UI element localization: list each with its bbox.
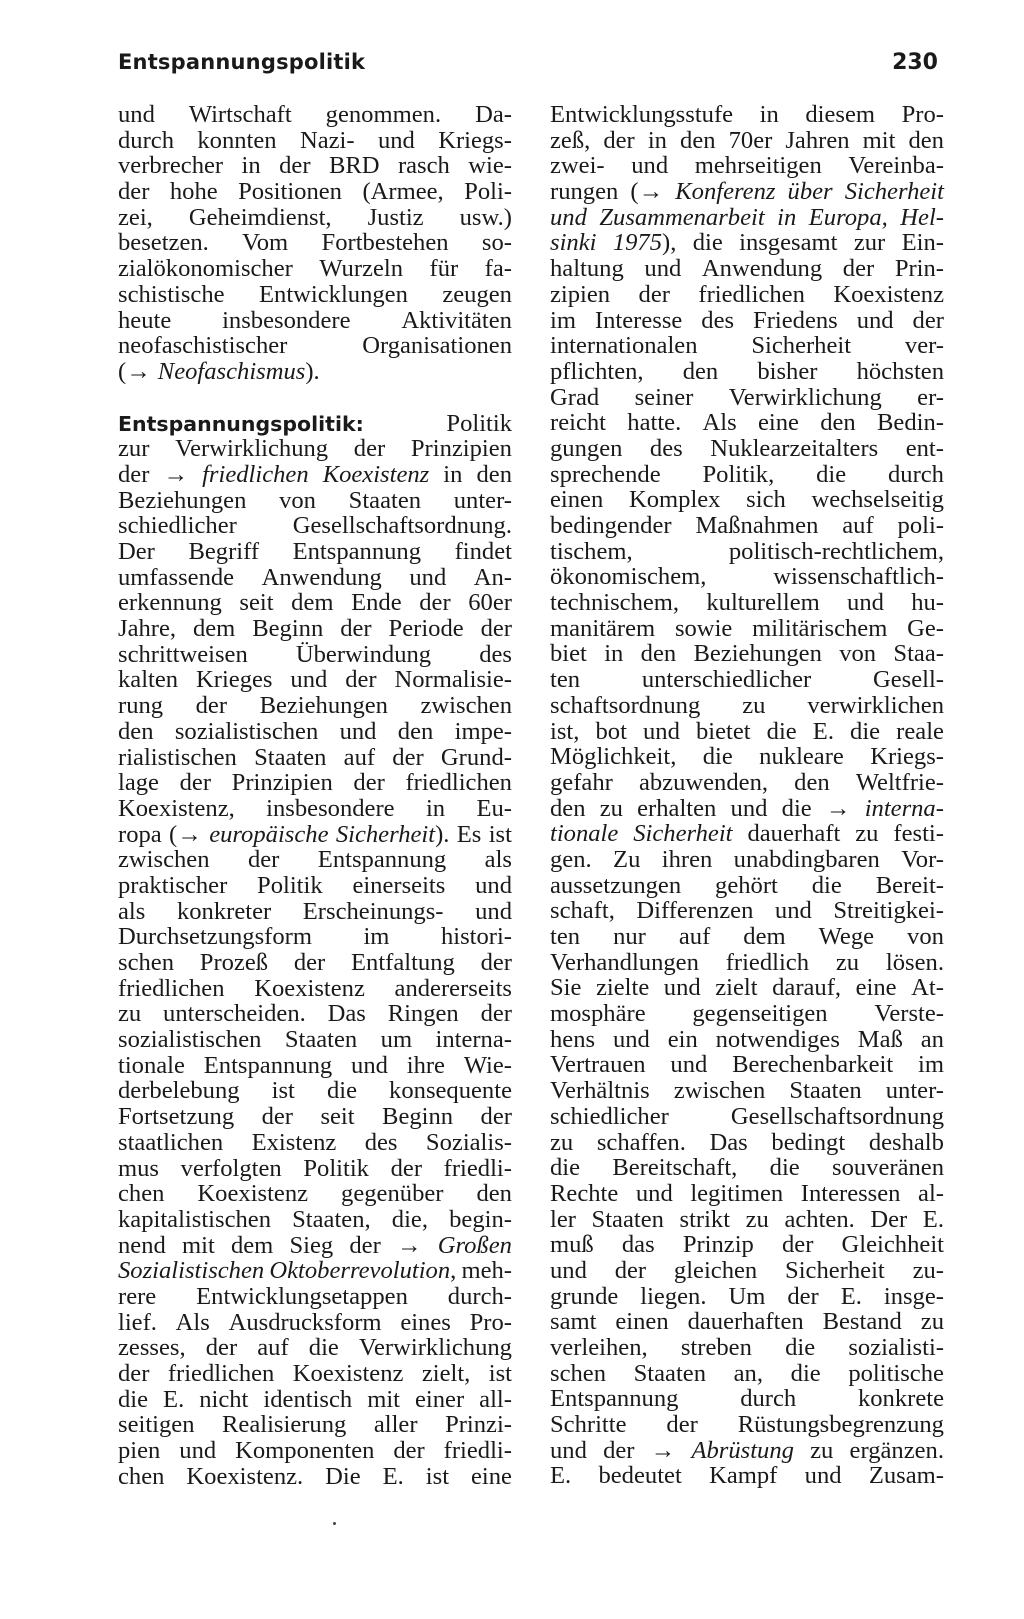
text-line: Verhandlungen friedlich zu lösen. bbox=[550, 948, 944, 976]
text-line: zu schaffen. Das bedingt deshalb bbox=[550, 1128, 944, 1156]
text-line: nend mit dem Sieg der → Großen bbox=[118, 1231, 512, 1259]
text-line: schiedlicher Gesellschaftsordnung. bbox=[118, 512, 512, 540]
print-speck bbox=[333, 1522, 336, 1525]
text-line: zwischen der Entspannung als bbox=[118, 846, 512, 874]
text-line: Schritte der Rüstungsbegrenzung bbox=[550, 1411, 944, 1439]
text-line: Grad seiner Verwirklichung er- bbox=[550, 383, 944, 411]
text-line: staatlichen Existenz des Sozialis- bbox=[118, 1128, 512, 1156]
text-line: zu unterscheiden. Das Ringen der bbox=[118, 1000, 512, 1028]
text-line: samt einen dauerhaften Bestand zu bbox=[550, 1308, 944, 1336]
page-number: 230 bbox=[892, 50, 938, 75]
text-line: reicht hatte. Als eine den Bedin- bbox=[550, 409, 944, 437]
text-line: und der → Abrüstung zu ergänzen. bbox=[550, 1436, 944, 1464]
text-line: heute insbesondere Aktivitäten bbox=[118, 306, 512, 334]
text-line: zwei- und mehrseitigen Vereinba- bbox=[550, 152, 944, 180]
text-line: Durchsetzungsform im histori- bbox=[118, 923, 512, 951]
text-line: der → friedlichen Koexistenz in den bbox=[118, 460, 512, 488]
text-line: chen Koexistenz gegenüber den bbox=[118, 1180, 512, 1208]
text-line: der hohe Positionen (Armee, Poli- bbox=[118, 178, 512, 206]
text-line: rungen (→ Konferenz über Sicherheit bbox=[550, 178, 944, 206]
text-line: Sie zielte und zielt darauf, eine At- bbox=[550, 974, 944, 1002]
text-line: schrittweisen Überwindung des bbox=[118, 640, 512, 668]
text-line: die Bereitschaft, die souveränen bbox=[550, 1154, 944, 1182]
text-line: ler Staaten strikt zu achten. Der E. bbox=[550, 1205, 944, 1233]
text-line: tionale Entspannung und ihre Wie- bbox=[118, 1051, 512, 1079]
text-line: biet in den Beziehungen von Staa- bbox=[550, 640, 944, 668]
text-line: im Interesse des Friedens und der bbox=[550, 306, 944, 334]
text-line: der friedlichen Koexistenz zielt, ist bbox=[118, 1360, 512, 1387]
text-line: mus verfolgten Politik der friedli- bbox=[118, 1154, 512, 1182]
text-line: neofaschistischer Organisationen bbox=[118, 332, 512, 360]
text-line: schiedlicher Gesellschaftsordnung bbox=[550, 1102, 944, 1130]
text-line: Jahre, dem Beginn der Periode der bbox=[118, 615, 512, 643]
text-line: gen. Zu ihren unabdingbaren Vor- bbox=[550, 845, 944, 873]
text-line: schen Prozeß der Entfaltung der bbox=[118, 949, 512, 976]
text-line: Beziehungen von Staaten unter- bbox=[118, 486, 512, 514]
text-line: zeß, der in den 70er Jahren mit den bbox=[550, 126, 944, 154]
text-line: zipien der friedlichen Koexistenz bbox=[550, 280, 944, 308]
text-line: zur Verwirklichung der Prinzipien bbox=[118, 435, 512, 463]
right-text-column bbox=[550, 102, 944, 1489]
text-line: schen Staaten an, die politische bbox=[550, 1359, 944, 1387]
text-line: erkennung seit dem Ende der 60er bbox=[118, 589, 512, 617]
text-line: ökonomischem, wissenschaftlich- bbox=[550, 563, 944, 591]
text-line: pflichten, den bisher höchsten bbox=[550, 357, 944, 385]
text-line: umfassende Anwendung und An- bbox=[118, 563, 512, 591]
text-line: zesses, der auf die Verwirklichung bbox=[118, 1334, 512, 1362]
text-line: mosphäre gegenseitigen Verste- bbox=[550, 1000, 944, 1028]
text-line: besetzen. Vom Fortbestehen so- bbox=[118, 229, 512, 257]
text-line: verbrecher in der BRD rasch wie- bbox=[118, 152, 512, 180]
text-line: ist, bot und bietet die E. die reale bbox=[550, 717, 944, 745]
text-line: manitärem sowie militärischem Ge- bbox=[550, 614, 944, 642]
left-text-column bbox=[118, 102, 512, 1489]
text-line: zialökonomischer Wurzeln für fa- bbox=[118, 255, 512, 283]
text-line: als konkreter Erscheinungs- und bbox=[118, 897, 512, 925]
text-line: muß das Prinzip der Gleichheit bbox=[550, 1231, 944, 1259]
text-line: kalten Krieges und der Normalisie- bbox=[118, 666, 512, 694]
text-line: Möglichkeit, die nukleare Kriegs- bbox=[550, 743, 944, 771]
text-line: ten unterschiedlicher Gesell- bbox=[550, 666, 944, 694]
text-line: Rechte und legitimen Interessen al- bbox=[550, 1179, 944, 1207]
text-line: schistische Entwicklungen zeugen bbox=[118, 280, 512, 308]
text-line: die E. nicht identisch mit einer all- bbox=[118, 1385, 512, 1413]
text-line: sprechende Politik, die durch bbox=[550, 460, 944, 488]
text-line: durch konnten Nazi- und Kriegs- bbox=[118, 126, 512, 154]
text-line: aussetzungen gehört die Bereit- bbox=[550, 871, 944, 899]
text-line: kapitalistischen Staaten, die, begin- bbox=[118, 1205, 512, 1233]
text-line: grunde liegen. Um der E. insge- bbox=[550, 1282, 944, 1310]
text-line: lage der Prinzipien der friedlichen bbox=[118, 769, 512, 797]
text-line: derbelebung ist die konsequente bbox=[118, 1077, 512, 1105]
text-line: gungen des Nuklearzeitalters ent- bbox=[550, 434, 944, 462]
entry-headword: Entspannungspolitik: bbox=[118, 411, 364, 436]
text-line: rung der Beziehungen zwischen bbox=[118, 692, 512, 720]
text-line: tionale Sicherheit dauerhaft zu festi- bbox=[550, 820, 944, 848]
text-line: lief. Als Ausdrucksform eines Pro- bbox=[118, 1308, 512, 1336]
page-header bbox=[118, 50, 938, 90]
text-line: haltung und Anwendung der Prin- bbox=[550, 255, 944, 283]
text-line: Der Begriff Entspannung findet bbox=[118, 538, 512, 565]
text-line: Entspannung durch konkrete bbox=[550, 1385, 944, 1413]
text-line: verleihen, streben die sozialisti- bbox=[550, 1334, 944, 1361]
text-line: internationalen Sicherheit ver- bbox=[550, 332, 944, 360]
text-line: friedlichen Koexistenz andererseits bbox=[118, 974, 512, 1002]
text-line: sinki 1975), die insgesamt zur Ein- bbox=[550, 229, 944, 257]
text-line: und Wirtschaft genommen. Da- bbox=[118, 101, 512, 128]
text-line: zei, Geheimdienst, Justiz usw.) bbox=[118, 203, 512, 231]
running-head: Entspannungspolitik bbox=[118, 50, 366, 74]
text-line: Verhältnis zwischen Staaten unter- bbox=[550, 1077, 944, 1105]
paragraph-gap bbox=[118, 385, 512, 411]
text-line: ropa (→ europäische Sicherheit). Es ist bbox=[118, 820, 512, 848]
text-line: tischem, politisch-rechtlichem, bbox=[550, 537, 944, 565]
text-line: E. bedeutet Kampf und Zusam- bbox=[550, 1462, 944, 1490]
text-line: rere Entwicklungsetappen durch- bbox=[118, 1282, 512, 1310]
text-line: Koexistenz, insbesondere in Eu- bbox=[118, 794, 512, 822]
text-line: und der gleichen Sicherheit zu- bbox=[550, 1256, 944, 1284]
text-line: gefahr abzuwenden, den Weltfrie- bbox=[550, 768, 944, 796]
text-line: ten nur auf dem Wege von bbox=[550, 923, 944, 950]
text-line: rialistischen Staaten auf der Grund- bbox=[118, 743, 512, 771]
text-line: chen Koexistenz. Die E. ist eine bbox=[118, 1462, 512, 1490]
text-line: (→ Neofaschismus). bbox=[118, 357, 320, 385]
text-line: hens und ein notwendiges Maß an bbox=[550, 1025, 944, 1053]
text-line: einen Komplex sich wechselseitig bbox=[550, 486, 944, 514]
text-line: seitigen Realisierung aller Prinzi- bbox=[118, 1411, 512, 1439]
text-line: schaft, Differenzen und Streitigkei- bbox=[550, 897, 944, 925]
text-line: technischem, kulturellem und hu- bbox=[550, 589, 944, 617]
text-line: den zu erhalten und die → interna- bbox=[550, 794, 944, 822]
text-line: sozialistischen Staaten um interna- bbox=[118, 1026, 512, 1054]
text-line: Fortsetzung der seit Beginn der bbox=[118, 1103, 512, 1131]
text-line: praktischer Politik einerseits und bbox=[118, 871, 512, 899]
text-line: bedingender Maßnahmen auf poli- bbox=[550, 512, 944, 539]
text-line: Entwicklungsstufe in diesem Pro- bbox=[550, 101, 944, 128]
text-line: Vertrauen und Berechenbarkeit im bbox=[550, 1051, 944, 1079]
text-line: schaftsordnung zu verwirklichen bbox=[550, 691, 944, 719]
text-line: den sozialistischen und den impe- bbox=[118, 717, 512, 745]
text-line: Entspannungspolitik: Politik bbox=[118, 409, 512, 437]
text-line: und Zusammenarbeit in Europa, Hel- bbox=[550, 203, 944, 231]
text-line: Sozialistischen Oktoberrevolution, meh- bbox=[118, 1257, 512, 1285]
text-line: pien und Komponenten der friedli- bbox=[118, 1437, 512, 1465]
